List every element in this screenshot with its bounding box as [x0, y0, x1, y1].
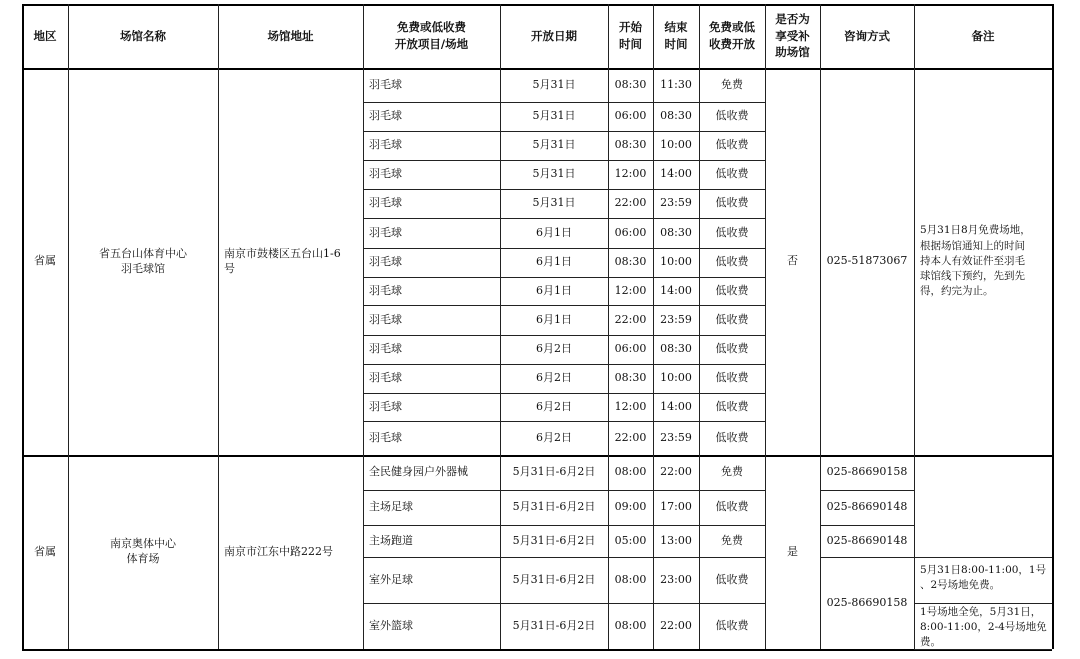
- venue1-row-4-date: 5月31日: [532, 167, 576, 181]
- grid-line: [363, 603, 765, 604]
- grid-line: [363, 4, 364, 649]
- grid-line: [653, 4, 654, 649]
- venue1-row-4-project: 羽毛球: [369, 167, 402, 181]
- venue1-row-10-date: 6月2日: [536, 342, 572, 356]
- venue1-row-5-project: 羽毛球: [369, 196, 402, 210]
- venue2-contact-3: 025-86690148: [826, 533, 908, 547]
- grid-line: [363, 557, 765, 558]
- grid-line: [914, 603, 1052, 604]
- venue2-row-1-project: 全民健身园户外器械: [369, 465, 468, 479]
- venue1-row-11-date: 6月2日: [536, 371, 572, 385]
- grid-line: [820, 490, 914, 491]
- venue1-row-7-date: 6月1日: [536, 255, 572, 269]
- venue1-row-9-date: 6月1日: [536, 312, 572, 326]
- venue1-row-12-start: 12:00: [614, 399, 647, 413]
- header-date: 开放日期: [531, 28, 577, 43]
- grid-line: [363, 393, 765, 394]
- venue2-row-4-fee: 低收费: [715, 572, 749, 586]
- venue1-row-8-start: 12:00: [614, 283, 647, 297]
- grid-line: [22, 68, 1052, 70]
- venue2-address: 南京市江东中路222号: [224, 544, 333, 558]
- venue2-row-4-project: 室外足球: [369, 572, 413, 586]
- venue1-row-11-project: 羽毛球: [369, 371, 402, 385]
- grid-line: [914, 649, 1052, 650]
- venue1-row-13-fee: 低收费: [715, 430, 749, 444]
- venue1-row-8-end: 14:00: [660, 283, 692, 297]
- venue2-subsidized: 是: [787, 544, 798, 558]
- venue2-row-1-end: 22:00: [660, 465, 692, 479]
- venue2-row-2-end: 17:00: [660, 500, 692, 514]
- venue1-row-2-date: 5月31日: [532, 109, 576, 123]
- venue1-row-5-start: 22:00: [614, 196, 647, 210]
- venue1-row-7-fee: 低收费: [715, 255, 749, 269]
- grid-line: [363, 102, 765, 103]
- grid-line: [363, 189, 765, 190]
- venue1-row-6-fee: 低收费: [715, 225, 749, 239]
- venue2-row-2-date: 5月31日-6月2日: [512, 500, 596, 514]
- venue1-row-1-start: 08:30: [614, 77, 647, 91]
- grid-line: [608, 4, 609, 649]
- venue1-row-3-date: 5月31日: [532, 138, 576, 152]
- grid-line: [820, 557, 914, 558]
- venue2-row-1-start: 08:00: [614, 465, 647, 479]
- venue2-row-3-end: 13:00: [660, 533, 692, 547]
- venue2-row-4-end: 23:00: [660, 572, 692, 586]
- venue2-row-1-date: 5月31日-6月2日: [512, 465, 596, 479]
- venue1-address: 南京市鼓楼区五台山1-6 号: [224, 246, 341, 275]
- venue1-row-10-start: 06:00: [614, 342, 647, 356]
- venue2-row-3-fee: 免费: [721, 533, 743, 547]
- venue1-row-2-project: 羽毛球: [369, 109, 402, 123]
- header-subsidized: 是否为 享受补 助场馆: [775, 11, 810, 60]
- venue1-row-13-end: 23:59: [660, 430, 692, 444]
- grid-line: [68, 4, 69, 649]
- venue1-row-9-start: 22:00: [614, 312, 647, 326]
- venue2-row-5-project: 室外篮球: [369, 618, 413, 632]
- venue1-row-5-end: 23:59: [660, 196, 692, 210]
- venue1-row-7-project: 羽毛球: [369, 255, 402, 269]
- grid-line: [500, 4, 501, 649]
- venue2-remark-a: 5月31日8:00-11:00，1号 、2号场地免费。: [920, 564, 1047, 592]
- venue1-row-4-end: 14:00: [660, 167, 692, 181]
- header-fee-type: 免费或低 收费开放: [709, 20, 755, 51]
- header-region: 地区: [33, 28, 57, 43]
- venue1-row-12-fee: 低收费: [715, 399, 749, 413]
- venue2-row-1-fee: 免费: [721, 465, 743, 479]
- venue2-row-4-start: 08:00: [614, 572, 647, 586]
- header-start-time: 开始 时间: [619, 20, 642, 51]
- venue1-name: 省五台山体育中心 羽毛球馆: [99, 246, 187, 275]
- venue1-row-9-project: 羽毛球: [369, 312, 402, 326]
- venue1-row-8-date: 6月1日: [536, 283, 572, 297]
- venue1-remark: 5月31日8月免费场地， 根据场馆通知上的时间 持本人有效证件至羽毛 球馆线下预约，先到先 得，约完为止。: [920, 224, 1031, 298]
- venue2-row-2-project: 主场足球: [369, 500, 413, 514]
- venue1-row-12-project: 羽毛球: [369, 399, 402, 413]
- venue1-contact: 025-51873067: [826, 254, 908, 268]
- venue1-row-3-project: 羽毛球: [369, 138, 402, 152]
- grid-line: [363, 218, 765, 219]
- venue1-row-1-date: 5月31日: [532, 77, 576, 91]
- grid-line: [820, 4, 821, 649]
- grid-line: [363, 364, 765, 365]
- venue1-row-2-start: 06:00: [614, 109, 647, 123]
- grid-line: [363, 160, 765, 161]
- header-contact: 咨询方式: [844, 28, 890, 43]
- venue2-row-3-date: 5月31日-6月2日: [512, 533, 596, 547]
- grid-line: [363, 421, 765, 422]
- venue1-row-6-project: 羽毛球: [369, 225, 402, 239]
- venue1-row-5-date: 5月31日: [532, 196, 576, 210]
- grid-line: [765, 4, 766, 649]
- venue2-row-3-start: 05:00: [614, 533, 647, 547]
- venue1-row-3-start: 08:30: [614, 138, 647, 152]
- venue2-remark-b: 1号场地全免，5月31日， 8:00-11:00，2-4号场地免 费。: [920, 606, 1047, 649]
- venue1-row-11-end: 10:00: [660, 371, 692, 385]
- venue1-row-1-end: 11:30: [660, 77, 692, 91]
- venue1-row-13-project: 羽毛球: [369, 430, 402, 444]
- venue1-region: 省属: [34, 254, 56, 268]
- header-end-time: 结束 时间: [664, 20, 688, 51]
- venue1-row-2-fee: 低收费: [715, 109, 749, 123]
- venue1-row-3-end: 10:00: [660, 138, 692, 152]
- header-venue-name: 场馆名称: [120, 28, 166, 43]
- venue1-subsidized: 否: [787, 254, 798, 268]
- venue1-row-12-date: 6月2日: [536, 399, 572, 413]
- grid-line: [914, 4, 915, 649]
- venue2-contact-2: 025-86690148: [826, 500, 908, 514]
- venue2-region: 省属: [34, 544, 56, 558]
- grid-line: [363, 525, 765, 526]
- grid-line: [699, 4, 700, 649]
- header-project: 免费或低收费 开放项目/场地: [394, 20, 469, 51]
- venue1-row-9-fee: 低收费: [715, 312, 749, 326]
- venue1-row-10-fee: 低收费: [715, 342, 749, 356]
- grid-line: [22, 4, 24, 649]
- grid-line: [363, 277, 765, 278]
- venue1-row-8-fee: 低收费: [715, 283, 749, 297]
- venue2-row-4-date: 5月31日-6月2日: [512, 572, 596, 586]
- venue2-row-2-start: 09:00: [614, 500, 647, 514]
- grid-line: [218, 4, 219, 649]
- venue2-name: 南京奥体中心 体育场: [110, 537, 176, 565]
- venue1-row-10-project: 羽毛球: [369, 342, 402, 356]
- venue1-row-11-fee: 低收费: [715, 371, 749, 385]
- grid-line: [363, 131, 765, 132]
- grid-line: [22, 4, 1052, 6]
- venue1-row-3-fee: 低收费: [715, 138, 749, 152]
- grid-line: [22, 649, 1052, 651]
- venue2-row-3-project: 主场跑道: [369, 533, 413, 547]
- header-venue-address: 场馆地址: [267, 28, 314, 43]
- venue1-row-1-fee: 免费: [721, 77, 743, 91]
- venue1-row-1-project: 羽毛球: [369, 77, 402, 91]
- venue2-contact-4: 025-86690158: [826, 595, 908, 609]
- grid-line: [1052, 4, 1054, 649]
- grid-line: [22, 455, 1052, 457]
- venue1-row-10-end: 08:30: [660, 342, 692, 356]
- venue1-row-6-end: 08:30: [660, 225, 692, 239]
- venue2-row-5-fee: 低收费: [715, 618, 749, 632]
- venue2-row-2-fee: 低收费: [715, 500, 749, 514]
- venue1-row-13-start: 22:00: [614, 430, 647, 444]
- venue1-row-6-date: 6月1日: [536, 225, 572, 239]
- grid-line: [363, 335, 765, 336]
- venue1-row-8-project: 羽毛球: [369, 283, 402, 297]
- venue1-row-7-start: 08:30: [614, 255, 647, 269]
- venue1-row-9-end: 23:59: [660, 312, 692, 326]
- venue1-row-11-start: 08:30: [614, 371, 647, 385]
- grid-line: [914, 557, 1052, 558]
- venue1-row-4-start: 12:00: [614, 167, 647, 181]
- venue2-contact-1: 025-86690158: [826, 465, 908, 479]
- grid-line: [820, 525, 914, 526]
- venue1-row-6-start: 06:00: [614, 225, 647, 239]
- venue1-row-7-end: 10:00: [660, 255, 692, 269]
- venue2-row-5-date: 5月31日-6月2日: [512, 618, 596, 632]
- grid-line: [363, 305, 765, 306]
- venue1-row-12-end: 14:00: [660, 399, 692, 413]
- grid-line: [363, 490, 765, 491]
- venue2-row-5-start: 08:00: [614, 618, 647, 632]
- venue1-row-2-end: 08:30: [660, 109, 692, 123]
- venue1-row-5-fee: 低收费: [715, 196, 749, 210]
- venue2-row-5-end: 22:00: [660, 618, 692, 632]
- venue1-row-13-date: 6月2日: [536, 430, 572, 444]
- header-remark: 备注: [971, 28, 995, 43]
- venue1-row-4-fee: 低收费: [715, 167, 749, 181]
- grid-line: [363, 248, 765, 249]
